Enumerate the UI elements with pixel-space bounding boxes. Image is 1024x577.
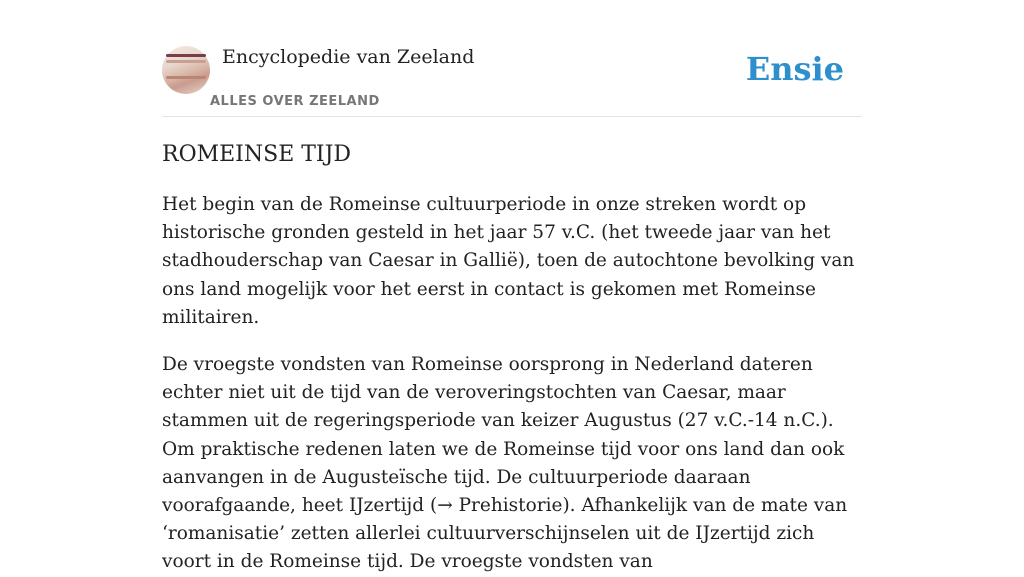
site-title[interactable]: Encyclopedie van Zeeland: [222, 46, 475, 68]
ensie-logo[interactable]: Ensie: [745, 50, 844, 88]
article-content: [162, 138, 862, 577]
article-paragraph: Het begin van de Romeinse cultuurperiode in onze streken wordt op historische gronden gesteld in het jaar 57 v.C. (het tweede jaar van het stadhouderschap van Caesar in Gallië), toen de autochtone bevolking van ons land mogelijk voor het eerst in contact is gekomen met Romeinse militairen.: [162, 194, 855, 328]
article-title: ROMEINSE TIJD: [162, 142, 352, 167]
site-subtitle: ALLES OVER ZEELAND: [210, 94, 380, 109]
site-avatar[interactable]: [162, 46, 210, 94]
article-paragraph: De vroegste vondsten van Romeinse oorsprong in Nederland dateren echter niet uit de tijd van de veroveringstochten van Caesar, maar stammen uit de regeringsperiode van keizer Augustus (27 v.C.-14 n.C.). Om praktische redenen laten we de Romeinse tijd voor ons land dan ook aanvangen in de Augusteïsche tijd. De cultuurperiode daaraan voorafgaande, heet IJzertijd (→ Prehistorie). Afhankelijk van de mate van ‘romanisatie’ zetten allerlei cultuurverschijnselen uit de IJzertijd zich voort in de Romeinse tijd. De vroegste vondsten van: [162, 354, 848, 573]
book-spine-icon: [166, 76, 206, 79]
book-spine-icon: [166, 60, 206, 63]
site-header: [162, 44, 862, 117]
book-spine-icon: [166, 54, 206, 57]
